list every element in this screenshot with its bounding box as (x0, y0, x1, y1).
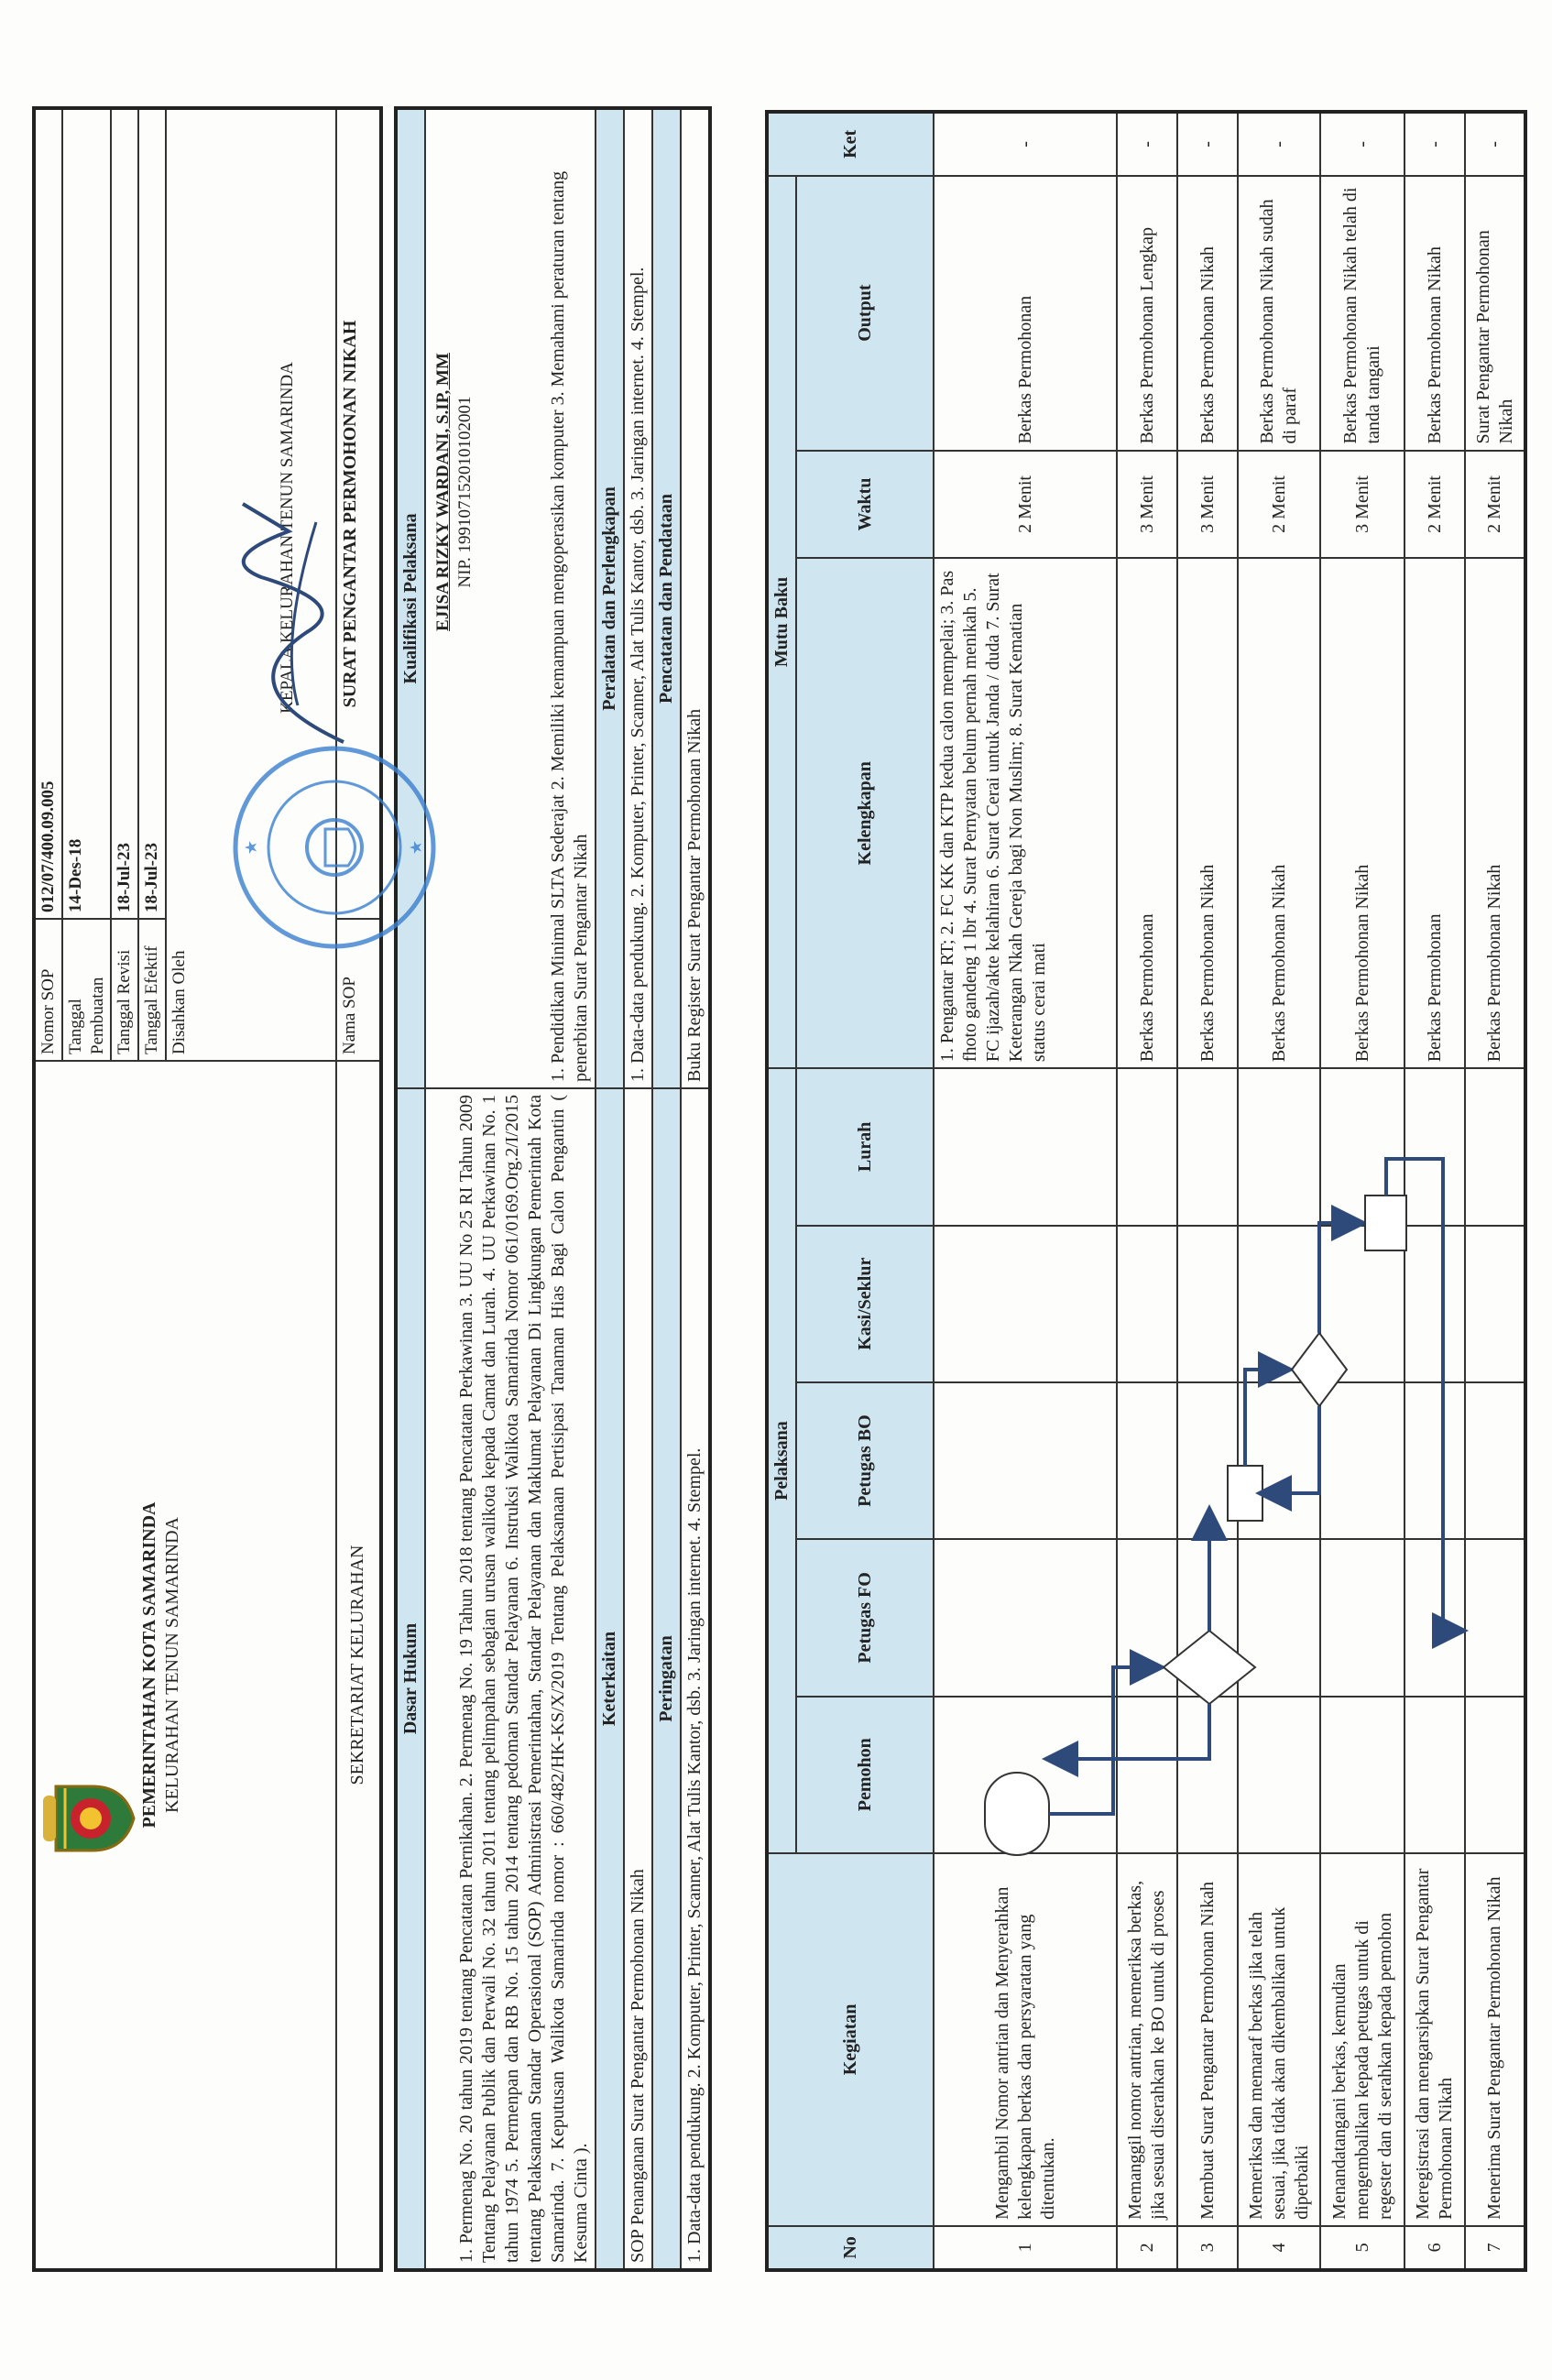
row-kelengkapan: Berkas Permohonan Nikah (1238, 558, 1320, 1068)
peralatan-heading: Peralatan dan Perlengkapan (596, 108, 624, 1088)
row-no: 7 (1465, 2226, 1525, 2270)
row-kelengkapan: Berkas Permohonan (1404, 558, 1465, 1068)
row-ket: - (1177, 112, 1238, 176)
col-pelaksana: Pelaksana (767, 1068, 796, 1853)
section-name: SEKRETARIAT KELURAHAN (336, 1061, 381, 2270)
col-no: No (767, 2226, 934, 2270)
row-output: Berkas Permohonan (934, 176, 1117, 451)
row-kelengkapan: Berkas Permohonan Nikah (1177, 558, 1238, 1068)
row-output: Berkas Permohonan Nikah sudah di paraf (1238, 176, 1320, 451)
col-waktu: Waktu (796, 451, 934, 559)
meta-value: 012/07/400.09.005 (34, 108, 62, 919)
row-output: Berkas Permohonan Nikah (1177, 176, 1238, 451)
approver-name: EJISA RIZKY WARDANI, S.IP, MM (432, 353, 453, 631)
row-ket: - (934, 112, 1117, 176)
row-waktu: 2 Menit (1404, 451, 1465, 559)
dasar-hukum-text: 1. Permenag No. 20 tahun 2019 tentang Pencatatan Pernikahan. 2. Permenag No. 19 Tahun 2018 tentang Pencatatan Perkawinan 3. UU No 25 RI Tahun 2009 Tentang Pelayanan Publik dan Perwali No. 32 tahun 2011 tentang pelimpahan sebagian urusan walikota kepada Camat dan Lurah. 4. UU Perkawinan No. 1 tahun 1974 5. Permenpan dan RB No. 15 tahun 2014 tentang pedoman Standar Pelayanan 6. Instruksi Walikota Samarinda Nomor 061/0169.Org.2/I/2015 tentang Pelaksanaan Standar Operasional (SOP) Administrasi Pemerintahan, Standar Pelayanan dan Maklumat Pelayanan Di Lingkungan Pemerintah Kota Samarinda. 7. Keputusan Walikota Samarinda nomor : 660/482/HK-KS/X/2019 Tentang Pelaksanaan Pertisipasi Tanaman Hias Bagi Calon Pengantin ( Kesuma Cinta ). (425, 1088, 596, 2270)
row-output: Berkas Permohonan Nikah telah di tanda tangani (1320, 176, 1404, 451)
row-ket: - (1320, 112, 1404, 176)
col-petugas-bo: Petugas BO (796, 1382, 934, 1539)
row-kelengkapan: Berkas Permohonan (1117, 558, 1177, 1068)
meta-value: 18-Jul-23 (138, 108, 166, 919)
table-row (1404, 112, 1465, 2270)
col-kegiatan: Kegiatan (767, 1853, 934, 2226)
row-waktu: 2 Menit (1238, 451, 1320, 559)
pencatatan-heading: Pencatatan dan Pendataan (652, 108, 681, 1088)
col-kasi-seklur: Kasi/Seklur (796, 1226, 934, 1382)
row-no: 6 (1404, 2226, 1465, 2270)
row-ket: - (1117, 112, 1177, 176)
col-pemohon: Pemohon (796, 1697, 934, 1853)
row-waktu: 3 Menit (1320, 451, 1404, 559)
row-kegiatan: Meregistrasi dan mengarsipkan Surat Pengantar Permohonan Nikah (1404, 1853, 1465, 2226)
meta-label: Disahkan Oleh (169, 950, 189, 1054)
meta-label: Nomor SOP (34, 919, 62, 1061)
row-waktu: 2 Menit (934, 451, 1117, 559)
peringatan-heading: Peringatan (652, 1088, 681, 2270)
col-output: Output (796, 176, 934, 451)
row-output: Berkas Permohonan Lengkap (1117, 176, 1177, 451)
meta-value: 14-Des-18 (62, 108, 112, 919)
row-kegiatan: Memanggil nomor antrian, memeriksa berkas, jika sesuai diserahkan ke BO untuk di proses (1117, 1853, 1177, 2226)
org-subtitle: KELURAHAN TENUN SAMARINDA (162, 1517, 182, 1813)
row-ket: - (1404, 112, 1465, 176)
org-block (34, 1061, 336, 2270)
table-row (1320, 112, 1404, 2270)
table-row (1117, 112, 1177, 2270)
col-petugas-fo: Petugas FO (796, 1539, 934, 1696)
meta-label: Tanggal Pembuatan (62, 919, 112, 1061)
row-output: Surat Pengantar Permohonan Nikah (1465, 176, 1525, 451)
city-logo-icon (38, 1777, 138, 1860)
row-kegiatan: Membuat Surat Pengantar Permohonan Nikah (1177, 1853, 1238, 2226)
nama-sop-value: SURAT PENGANTAR PERMOHONAN NIKAH (336, 108, 381, 919)
meta-value: 18-Jul-23 (111, 108, 138, 919)
row-kegiatan: Menandatangani berkas, kemudian mengembalikan kepada petugas untuk di regester dan di serahkan kepada pemohon (1320, 1853, 1404, 2226)
col-kelengkapan: Kelengkapan (796, 558, 934, 1068)
kualifikasi-text: 1. Pendidikan Minimal SLTA Sederajat 2. Memiliki kemampuan mengoperasikan komputer 3. Memahami peraturan tentang penerbitan Surat Pengantar Nikah (425, 108, 596, 1088)
rotated-page (32, 110, 1516, 2272)
meta-label: Tanggal Revisi (111, 919, 138, 1061)
row-waktu: 2 Menit (1465, 451, 1525, 559)
official-stamp-icon (229, 742, 440, 953)
row-no: 1 (934, 2226, 1117, 2270)
table-row (1238, 112, 1320, 2270)
row-waktu: 3 Menit (1177, 451, 1238, 559)
row-kelengkapan: 1. Pengantar RT; 2. FC KK dan KTP kedua calon mempelai; 3. Pas fhoto gandeng 1 lbr 4. Surat Pernyatan belum pernah menikah 5. FC ijazah/akte kelahiran 6. Surat Cerai untuk Janda / duda 7. Surat Keterangan Nkah Gereja bagi Non Muslim; 8. Surat Kematian status cerai mati (934, 558, 1117, 1068)
svg-text:★: ★ (407, 839, 426, 856)
row-no: 4 (1238, 2226, 1320, 2270)
col-ket: Ket (767, 112, 934, 176)
row-ket: - (1465, 112, 1525, 176)
col-lurah: Lurah (796, 1068, 934, 1225)
row-output: Berkas Permohonan Nikah (1404, 176, 1465, 451)
row-no: 3 (1177, 2226, 1238, 2270)
row-kegiatan: Memeriksa dan memaraf berkas jika telah sesuai, jika tidak akan dikembalikan untuk diperbaiki (1238, 1853, 1320, 2226)
keterkaitan-text: SOP Penanganan Surat Pengantar Permohonan Nikah (624, 1088, 652, 2270)
nama-sop-label: Nama SOP (336, 919, 381, 1061)
table-row (934, 112, 1117, 2270)
approver-title: KEPALA KELURAHAN TENUN SAMARINDA (277, 362, 297, 714)
keterkaitan-heading: Keterkaitan (596, 1088, 624, 2270)
table-row (1177, 112, 1238, 2270)
row-no: 2 (1117, 2226, 1177, 2270)
peralatan-text: 1. Data-data pendukung. 2. Komputer, Printer, Scanner, Alat Tulis Kantor, dsb. 3. Jaringan internet. 4. Stempel. (624, 108, 652, 1088)
row-no: 5 (1320, 2226, 1404, 2270)
svg-text:★: ★ (242, 839, 261, 856)
table-row (1465, 112, 1525, 2270)
row-ket: - (1238, 112, 1320, 176)
dasar-hukum-heading: Dasar Hukum (396, 1088, 425, 2270)
row-kelengkapan: Berkas Permohonan Nikah (1320, 558, 1404, 1068)
approver-nip: NIP. 199107152010102001 (454, 396, 475, 588)
row-kelengkapan: Berkas Permohonan Nikah (1465, 558, 1525, 1068)
pencatatan-text: Buku Register Surat Pengantar Permohonan Nikah (681, 108, 710, 1088)
signature-icon (206, 486, 389, 760)
col-mutu-baku: Mutu Baku (767, 176, 796, 1068)
org-title: PEMERINTAHAN KOTA SAMARINDA (139, 1501, 159, 1829)
row-kegiatan: Mengambil Nomor antrian dan Menyerahkan kelengkapan berkas dan persyaratan yang ditentukan. (934, 1853, 1117, 2226)
meta-label: Tanggal Efektif (138, 919, 166, 1061)
kualifikasi-heading: Kualifikasi Pelaksana (396, 108, 425, 1088)
peringatan-text: 1. Data-data pendukung. 2. Komputer, Printer, Scanner, Alat Tulis Kantor, dsb. 3. Jaringan internet. 4. Stempel. (681, 1088, 710, 2270)
sop-table (765, 110, 1527, 2272)
info-table (394, 106, 712, 2272)
row-waktu: 3 Menit (1117, 451, 1177, 559)
row-kegiatan: Menerima Surat Pengantar Permohonan Nikah (1465, 1853, 1525, 2226)
